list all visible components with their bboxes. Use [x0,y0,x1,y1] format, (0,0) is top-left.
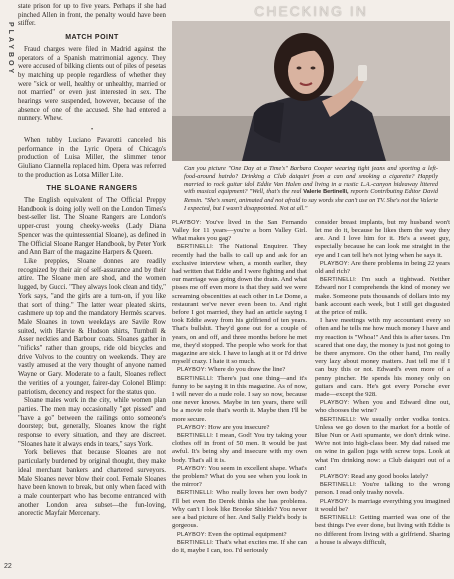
speaker-playboy: PLAYBOY: [177,531,207,538]
section-heading-match-point: MATCH POINT [65,34,119,42]
qa-text: How are you insecure? [208,423,270,431]
qa-item [172,219,307,244]
speaker-playboy: PLAYBOY: [177,465,207,472]
qa-item [315,481,450,497]
qa-text: You're talking to the wrong person. I read only trashy novels. [315,481,450,497]
qa-item [315,514,450,547]
qa-item [172,243,307,366]
sloane-paragraph-4: York believes that because Sloanes are not particularly burdened by original thought, they make ideal merchant bankers and chartered surveyors. Male Sloanes never blow their cool. Female Sloanes have been known to break, but only when faced with a male counterpart who has become entranced with another London area subset—the fun-loving, anorectic Mayfair Mercenary. [18,449,166,518]
match-point-paragraph-1: Fraud charges were filed in Madrid against the operators of a Spanish matrimonial agency. They were accused of bilking clients out of piles of pesetas by matching up people regardless of whether they were "sick or well, healthy or unhealthy, married or not married" or even just interested in sex. The hearings were suspended, however, because of the absence of one of the accused. She had entered a nunnery. Whew. [18,45,166,123]
speaker-bertinelli: BERTINELLI: [177,375,214,382]
caption-text-a: Can you picture "One Day at a Time's" Barbara Cooper wearing tight jeans and sporting a left-food-around hairdo? Drinking a Club daiquiri from a can and smoking a cigarette? Happily married to rock guitar idol Eddie Van Halen and living in a rustic L.A.-canyon hideaway littered with musical equipment? "Well, that's the real [184,165,438,196]
speaker-playboy: PLAYBOY: [320,498,350,505]
speaker-playboy: PLAYBOY: [172,219,202,226]
qa-item [172,375,307,424]
speaker-bertinelli: BERTINELLI: [320,277,357,284]
qa-item [172,531,307,539]
match-point-paragraph-2: When tubby Luciano Pavarotti canceled his performance in the Lyric Opera of Chicago's production of Luisa Miller, the slimmer tenor Giuliano Ciannella replaced him. Opera was referred to the production as Lotsa Miller Lite. [18,136,166,179]
qa-item [172,366,307,374]
interview-columns [172,219,450,555]
qa-item [315,498,450,514]
qa-text: There's just one thing—and it's funny to be saying it in this magazine. As of now, I will never do a nude role. I say so now, because one never knows. Maybe in ten years, there will be a movie role that's worth it. Maybe then I'll be more secure. [172,374,307,423]
speaker-bertinelli: BERTINELLI: [177,539,214,546]
qa-text: When you and Edward dine out, who chooses the wine? [315,399,450,415]
qa-item [172,432,307,465]
qa-text: That's what excites me. If she can do it, maybe I can, too. I'd seriously [172,538,307,554]
qa-item [315,260,450,276]
qa-text: I have meetings with my accountant every so often and he tells me how much money I have and my reaction is "Whoa!" And this is after taxes. I'm scared that one day, the money is just not going to be there anymore. On the other hand, I'm really very lazy about money matters. Just tell me if I can buy this or not. Edward's even more of a penny pincher. He spends his money only on guitars and cars. He's got every Porsche ever made—except the 928. [315,317,450,399]
qa-text: I mean, God! You try taking your clothes off in front of 50 men. It would be just awful. It's being shy and insecure with my own body. That's all it is. [172,432,308,464]
qa-item [172,489,307,530]
qa-item [172,424,307,432]
speaker-bertinelli: BERTINELLI: [320,515,357,522]
speaker-bertinelli: BERTINELLI: [177,244,214,251]
interview-column-1 [172,219,307,555]
section-header: CHECKING IN [254,3,368,19]
qa-text: Getting married was one of the best things I've ever done, but living with Eddie is no different from living with a girlfriend. Sharing a house is always difficult, [315,514,450,546]
section-heading-sloane-rangers: THE SLOANE RANGERS [46,185,138,193]
qa-text: Even the optimal equipment? [208,530,287,538]
speaker-playboy: PLAYBOY: [177,424,207,431]
bullet-divider: • [90,127,94,134]
qa-text: You seem in excellent shape. What's the problem? What do you see when you look in the mirror? [172,464,307,489]
page-number: 22 [4,563,12,570]
qa-item [172,539,307,555]
portrait-photo [172,21,450,161]
left-column [18,3,166,569]
sloane-paragraph-2: Like preppies, Sloane donnes are readily recognized by their air of self-assurance and by their attire. The Sloane men are shod, and the women lugged, by Gucci. "They always look clean and tidy," York says, "and the girls are a turn-on, if you like that sort of thing." The latter wear pleated skirts, cashmere up top and the mandatory Hermès scarves. Male Sloanes in town weekdays are Savile Row suited, with Harvie & Hudson shirts, Turnbull & Asser neckties and Barbour coats. Sloanes gather in "nificks" rather than groups, ride old bicycles and drive Volvos to the country on weekends. They are vastly amused at the very thought of anyone named Wayne or Gary. Moderate to a fault, Sloanes reflect the verities of a younger, fairer-day Colonel Blimp: patriotism, decency and respect for the status quo. [18,257,166,396]
qa-item [315,473,450,481]
qa-text: Are there problems in being 22 years old and rich? [315,259,450,275]
qa-item [315,276,450,317]
speaker-bertinelli: BERTINELLI: [177,433,214,440]
qa-text: I'm such a tightwad. Neither Edward nor I comprehends the kind of money we make. Someone puts thousands of dollars into my bank account each week, but I still get disgusted at the price of milk. [315,276,450,317]
qa-item [315,399,450,415]
qa-item [172,465,307,490]
qa-item [315,219,450,260]
sloane-paragraph-1: The English equivalent of The Official Preppy Handbook is doing jolly well on the London Times's best-seller list. The Sloane Rangers are London's upper-crust young cheeky-weeks (Lady Diana Spencer was the quintessential Sloane), as defined in The Official Sloane Ranger Handbook, by Peter York and Ann Barr of the magazine Harpers & Queen. [18,197,166,257]
sloane-paragraph-3: Sloane males work in the city, while women plan parties. The men may occasionally "get pissed" and "have a go" between the railings onto someone's doorstep; but, generally, Sloanes know the right response to every situation, and they are discreet. "Sloanes hate it always ends in tears," says York. [18,397,166,448]
speaker-bertinelli: BERTINELLI: [177,490,214,497]
qa-text: You've lived in the San Fernando Valley for 11 years—you're a born Valley Girl. What makes you gag? [172,218,307,243]
speaker-bertinelli: BERTINELLI: [320,482,357,489]
qa-item [315,416,450,473]
qa-text: consider breast implants, but my husband won't let me do it, because he likes them the way they are. And I love him for it. He's a sweet guy, especially because he can look me straight in the eye and I can tell he's not lying when he says it. [315,218,450,259]
checking-in-section [172,3,450,573]
qa-text: The National Enquirer. They recently had the balls to call up and ask for an exclusive interview when, a month earlier, they had written that Eddie and I were fighting and that our marriage was going down the drain. And what pisses me off even more is that they said we were screaming obscenities at each other in Le Dome, a restaurant we've never even been to. And right before I got married, they had an article saying I took Eddie away from his girlfriend of ten years. That's bullshit. They'd gone out for a couple of years, on and off, and three months before he met me, they'd stopped. The people who work for that magazine are sick. I have to laugh at it or I'd drive myself crazy. I hate it so much. [172,243,308,366]
magazine-side-label: PLAYBOY [7,22,14,77]
speaker-playboy: PLAYBOY: [320,400,350,407]
qa-text: Where do you draw the line? [207,366,286,374]
photo-caption [184,165,438,213]
portrait-illustration [172,21,450,161]
qa-item [315,317,450,399]
interview-column-2 [315,219,450,555]
qa-text: Who really loves her own body? I'll bet even Bo Derek thinks she has problems. Why can't I look like Brooke Shields? You never see a bad picture of her. And Sally Field's body is gorgeous. [172,489,307,530]
caption-text-b: reports Contributing Editor David Rensin. "She's smart, animated and not afraid to say words she can't use on TV. She's not the Valerie I expected, but I wasn't disappointed. Not at all." [184,188,438,212]
speaker-bertinelli: BERTINELLI: [320,416,357,423]
qa-text: We usually order vodka tonics. Unless we go down to the market for a bottle of Blue Nun or Asti spumante, we don't drink wine. We're not into high-class beer. My dad raised me on wine in gallon jugs with screw tops. Look at what I'm drinking now: a Club daiquiri out of a can! [315,415,450,472]
intro-paragraph: state prison for up to five years. Perhaps if she had pinched Allen in front, the penalty would have been stiffer. [18,3,166,28]
qa-text: Is marriage everything you imagined it would be? [315,497,451,513]
speaker-playboy: PLAYBOY: [320,260,350,267]
caption-name: Valerie Bertinelli, [303,189,349,196]
qa-text: Read any good books lately? [351,473,429,481]
speaker-playboy: PLAYBOY: [177,367,207,374]
speaker-playboy: PLAYBOY: [320,474,350,481]
